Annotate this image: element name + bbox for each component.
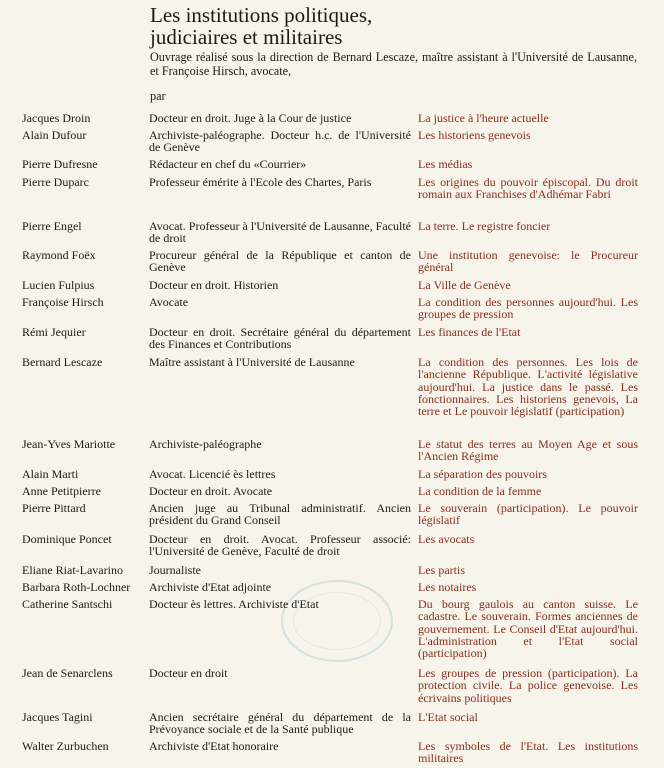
contributor-name: Walter Zurbuchen: [22, 739, 109, 753]
contributor-topic: Les symboles de l'Etat. Les institutions militaires: [418, 739, 638, 766]
contributor-topic: Les origines du pouvoir épiscopal. Du droit romain aux Franchises d'Adhémar Fabri: [418, 175, 638, 202]
contributor-name: Pierre Engel: [22, 219, 82, 233]
contributor-role: Procureur général de la République et canton de Genève: [149, 248, 411, 275]
contributor-topic: Les groupes de pression (participation). La protection civile. La police genevoise. Les écrivains politiques: [418, 666, 638, 705]
contributor-name: Alain Marti: [22, 467, 79, 481]
contributor-name: Jean de Senarclens: [22, 666, 113, 680]
contributor-role: Docteur en droit. Avocat. Professeur associé: l'Université de Genève, Faculté de droit: [149, 532, 411, 559]
contributor-role: Docteur en droit. Avocate: [149, 484, 273, 498]
contributor-name: Eliane Riat-Lavarino: [22, 563, 123, 577]
contributor-name: Alain Dufour: [22, 128, 87, 142]
contributor-name: Raymond Foëx: [22, 248, 96, 262]
contributor-role: Docteur ès lettres. Archiviste d'Etat: [149, 597, 319, 611]
contributor-topic: Les notaires: [418, 580, 477, 594]
contributor-topic: Le souverain (participation). Le pouvoir législatif: [418, 501, 638, 528]
contributor-topic: La condition des personnes. Les lois de l'ancienne République. L'activité législative aujourd'hui. La justice dans le passé. Les fonctionnaires. Les historiens genevois, La terre et Le pouvoir législatif (participation): [418, 355, 638, 419]
contributor-role: Avocat. Licencié ès lettres: [149, 467, 276, 481]
contributor-topic: Les historiens genevois: [418, 128, 531, 142]
contributor-topic: La justice à l'heure actuelle: [418, 111, 549, 125]
contributor-topic: Les finances de l'Etat: [418, 325, 521, 339]
contributor-topic: Les médias: [418, 157, 473, 171]
par-label: par: [150, 89, 166, 103]
contributor-topic: La séparation des pouvoirs: [418, 467, 547, 481]
contributor-name: Bernard Lescaze: [22, 355, 103, 369]
contributor-topic: Les avocats: [418, 532, 475, 546]
contributor-topic: Les partis: [418, 563, 465, 577]
contributor-topic: La terre. Le registre foncier: [418, 219, 551, 233]
contributor-name: Dominique Poncet: [22, 532, 112, 546]
contributor-role: Rédacteur en chef du «Courrier»: [149, 157, 307, 171]
contributor-topic: La Ville de Genève: [418, 278, 511, 292]
contributor-role: Archiviste d'Etat honoraire: [149, 739, 279, 753]
contributor-role: Maître assistant à l'Université de Lausanne: [149, 355, 355, 369]
contributor-topic: L'Etat social: [418, 710, 478, 724]
contributor-name: Pierre Duparc: [22, 175, 89, 189]
contributor-name: Jean-Yves Mariotte: [22, 437, 116, 451]
contributor-role: Docteur en droit. Juge à la Cour de justice: [149, 111, 352, 125]
contributor-name: Pierre Dufresne: [22, 157, 98, 171]
contributor-name: Lucien Fulpius: [22, 278, 95, 292]
contributor-role: Docteur en droit. Secrétaire général du département des Finances et Contributions: [149, 325, 411, 352]
contributor-role: Avocate: [149, 295, 189, 309]
contributor-role: Professeur émérite à l'Ecole des Chartes, Paris: [149, 175, 372, 189]
contributor-name: Jacques Droin: [22, 111, 91, 125]
contributor-name: Rémi Jequier: [22, 325, 86, 339]
contributor-role: Docteur en droit: [149, 666, 228, 680]
contributor-role: Archiviste-paléographe. Docteur h.c. de l'Université de Genève: [149, 128, 411, 155]
contributor-topic: Du bourg gaulois au canton suisse. Le cadastre. Le souverain. Formes anciennes de gouvernement. Le Conseil d'Etat aujourd'hui. L'administration et l'Etat social (participation): [418, 597, 638, 661]
contributor-topic: La condition de la femme: [418, 484, 542, 498]
contributor-name: Françoise Hirsch: [22, 295, 104, 309]
title-line-2: judiciaires et militaires: [150, 25, 343, 49]
contributor-name: Jacques Tagini: [22, 710, 93, 724]
page-title: [150, 4, 630, 48]
contributor-role: Ancien secrétaire général du département de la Prévoyance sociale et de la Santé publique: [149, 710, 411, 737]
contributor-role: Archiviste-paléographe: [149, 437, 262, 451]
contributor-topic: La condition des personnes aujourd'hui. Les groupes de pression: [418, 295, 638, 322]
contributor-role: Journaliste: [149, 563, 201, 577]
title-line-1: Les institutions politiques,: [150, 3, 373, 27]
contributor-topic: Une institution genevoise: le Procureur général: [418, 248, 638, 275]
contributor-role: Ancien juge au Tribunal administratif. Ancien président du Grand Conseil: [149, 501, 411, 528]
contributor-name: Catherine Santschi: [22, 597, 113, 611]
contributor-role: Archiviste d'Etat adjointe: [149, 580, 272, 594]
contributor-role: Avocat. Professeur à l'Université de Lausanne, Faculté de droit: [149, 219, 411, 246]
contributor-name: Barbara Roth-Lochner: [22, 580, 131, 594]
contributor-name: Anne Petitpierre: [22, 484, 101, 498]
intro-paragraph: Ouvrage réalisé sous la direction de Bernard Lescaze, maître assistant à l'Université de Lausanne, et Françoise Hirsch, avocate,: [150, 50, 637, 78]
contributor-role: Docteur en droit. Historien: [149, 278, 279, 292]
contributor-topic: Le statut des terres au Moyen Age et sous l'Ancien Régime: [418, 437, 638, 464]
contributor-name: Pierre Pittard: [22, 501, 86, 515]
